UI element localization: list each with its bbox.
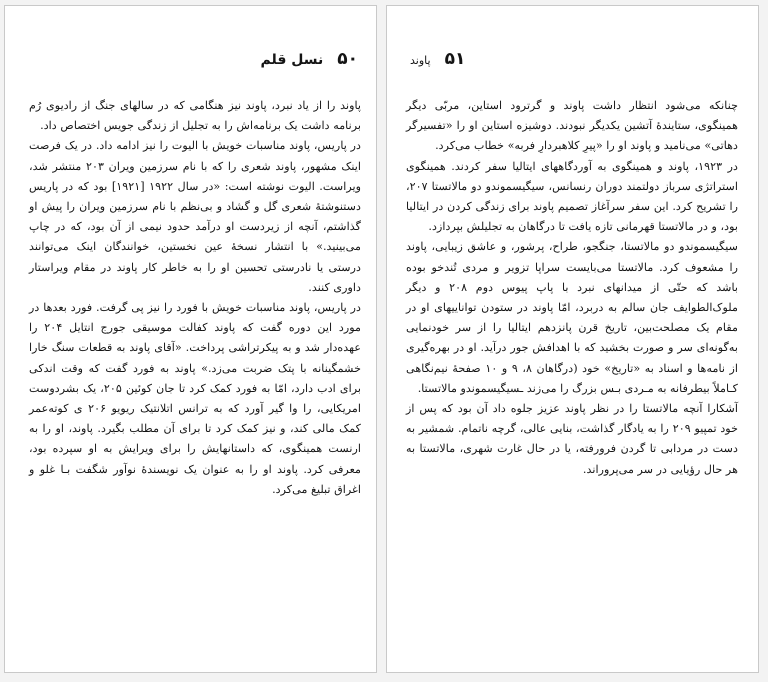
left-page-number: ۵۰ <box>337 49 358 69</box>
paragraph: آشکارا آنچه مالاتستا را در نظر پاوند عزیز جلوه داد آن بود که پس از خود تمپیو ۲۰۹ را به یادگار گذاشت، بنایی عالی، گرچه ناتمام. شمشیر به دست در مردابی تا گردن فرورفته، یا در حال غارت شهری، مالاتستا به هر حال رؤیایی در سر می‌پروراند. <box>406 402 739 476</box>
paragraph: در ۱۹۲۳، پاوند و همینگوی به آوردگاههای ایتالیا سفر کردند. همینگوی استراتژی سرباز دولتمند دوران رنسانس، سیگیسموندو دو مالاتستا ۲۰۷، را تشریح کرد. این سفر سرآغاز تصمیم پاوند برای زندگی کردن در ایتالیا بود، و در مالاتستا قهرمانی تازه یافت تا درگاهان به تجلیلش بپردازد. <box>406 159 738 234</box>
right-page-body <box>406 96 738 480</box>
right-page <box>386 5 759 673</box>
right-running-head: پاوند <box>410 54 431 67</box>
right-page-header <box>410 49 465 71</box>
right-page-number: ۵۱ <box>444 49 466 69</box>
left-running-head: نسل قلم <box>260 52 324 68</box>
left-page-body <box>29 96 361 500</box>
paragraph: در پاریس، پاوند مناسبات خویش با الیوت را نیز ادامه داد. در یک فرصت اینک مشهور، پاوند شعری را که با نام سرزمین ویران ۲۰۳ منتشر شد، ویراست. الیوت نوشته است: «در سال ۱۹۲۲ [۱۹۲۱] بود که در پاریس دستنوشتهٔ شعری گل و گشاد و بی‌نظم با نام سرزمین ویران را پیش او گذاشتم، آنچه از زیردست او درآمد حدود نیمی از آن بود، که در چاپ می‌بینید.» با انتشار نسخهٔ عین نخستین، خوانندگان اینک می‌توانند درستی یا نادرستی تحسین او را به خاطر کار پاوند در مقام ویراستار داوری کنند. <box>29 139 362 294</box>
paragraph: پاوند را از یاد نبرد، پاوند نیز هنگامی که در سالهای جنگ از رادیوی رُم برنامه داشت یک برنامه‌اش را به تجلیل از زندگی جویس اختصاص داد. <box>29 99 361 133</box>
paragraph: چنانکه می‌شود انتظار داشت پاوند و گرترود استاین، مربّی دیگر همینگوی، ستایندهٔ آتشین یکدیگر نبودند. دوشیزه استاین او را «تفسیرگر دهاتی» می‌نامید و پاوند او را «پیرِ کلاهبردارِ فربه» خطاب می‌کرد. <box>406 99 738 153</box>
left-page-header <box>261 49 359 71</box>
left-page <box>4 5 377 673</box>
paragraph: در پاریس، پاوند مناسبات خویش با فورد را نیز پی گرفت. فورد بعدها در مورد این دوره گفت که پاوند کفالت موسیقی جورج انتایل ۲۰۴ را عهده‌دار شد و به پیکرتراشی پرداخت. «آقای پاوند به قطعات سنگ خارا خشمگینانه با پتک ضربت می‌زد.» پاوند به فورد گفت که وقت اندکی برای ادب دارد، امّا به فورد کمک کرد تا جان کوئین ۲۰۵، یک بشردوست امریکایی، را وا گیر آورد که به ترانس اتلانتیک ریویو ۲۰۶ ی کوته‌عمر کمک مالی کند، و نیز کمک کرد تا برای آن مطلب بگیرد. پاوند، او را به ارنست همینگوی، که داستانهایش را برای ویرایش به او سپرده بود، معرفی کرد. پاوند او را به عنوان یک نویسندهٔ نوآور شگفت بـا غلو و اغراق تبلیغ می‌کرد. <box>29 301 361 496</box>
paragraph: سیگیسموندو دو مالاتستا، جنگجو، طراح، پرشور، و عاشق زیبایی، پاوند را مشعوف کرد. مالاتستا می‌بایست سراپا تزویر و مردی تُندخو بوده باشد که حتّی از میدانهای نبرد با پاپ پیوس دوم ۲۰۸ و دیگر ملوک‌الطوایف جان سالم به دربرد، امّا پاوند در ستودن تواناییهای او در مقام یک مصلحت‌بین، تاریخ قرن پانزدهم ایتالیا را از سر خودنمایی به‌گونه‌ای سر و صورت بخشید که با اهدافش جور درآید. او در بهره‌گیری از نامه‌ها و اسناد به «تاریخ» خود (درگاهان ۸، ۹ و ۱۰ صفحهٔ نیم‌نگاهی کـاملاً بیطرفانه به مـردی بـس بزرگ را می‌زند ـسیگیسموندو مالاتستا. <box>406 240 739 395</box>
